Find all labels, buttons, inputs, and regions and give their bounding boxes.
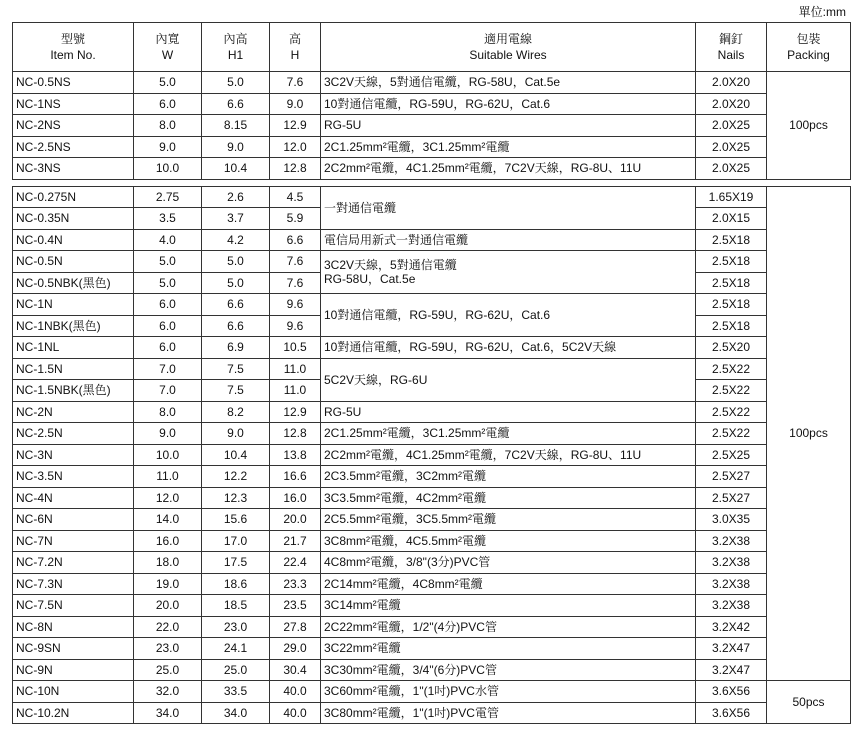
packing-cell: 100pcs (767, 72, 851, 180)
table-row (13, 595, 851, 617)
width-cell: 12.0 (134, 487, 202, 509)
item-no-cell: NC-4N (13, 487, 134, 509)
wires-cell (321, 294, 696, 337)
group1-body (13, 72, 851, 180)
width-cell: 7.0 (134, 380, 202, 402)
col-h1-header: 內高 H1 (202, 23, 270, 72)
table-row (13, 423, 851, 445)
height-cell: 11.0 (270, 358, 321, 380)
table-row (13, 229, 851, 251)
nails-cell: 1.65X19 (696, 186, 767, 208)
height-cell: 9.6 (270, 294, 321, 316)
col-nails-header: 鋼釘 Nails (696, 23, 767, 72)
width-cell: 32.0 (134, 681, 202, 703)
inner-height-cell: 8.15 (202, 115, 270, 137)
height-cell: 9.6 (270, 315, 321, 337)
width-cell: 34.0 (134, 702, 202, 724)
width-cell: 9.0 (134, 136, 202, 158)
nails-cell: 3.2X47 (696, 638, 767, 660)
table-row (13, 158, 851, 180)
height-cell: 10.5 (270, 337, 321, 359)
width-cell: 10.0 (134, 444, 202, 466)
table-row (13, 616, 851, 638)
height-cell: 11.0 (270, 380, 321, 402)
width-cell: 3.5 (134, 208, 202, 230)
width-cell: 16.0 (134, 530, 202, 552)
group-spacer (13, 179, 851, 186)
height-cell: 40.0 (270, 681, 321, 703)
nails-cell: 3.2X38 (696, 573, 767, 595)
width-cell: 6.0 (134, 294, 202, 316)
wires-cell: 4C8mm²電纜，3/8"(3分)PVC管 (321, 552, 696, 574)
item-no-cell: NC-1NBK(黑色) (13, 315, 134, 337)
wires-cell (321, 251, 696, 294)
wires-cell: 10對通信電纜，RG-59U，RG-62U，Cat.6 (321, 93, 696, 115)
nails-cell: 3.2X42 (696, 616, 767, 638)
inner-height-cell: 5.0 (202, 72, 270, 94)
nails-cell: 2.0X25 (696, 115, 767, 137)
inner-height-cell: 18.6 (202, 573, 270, 595)
nails-cell: 2.5X22 (696, 358, 767, 380)
item-no-cell: NC-0.5N (13, 251, 134, 273)
item-no-cell: NC-0.5NBK(黑色) (13, 272, 134, 294)
nails-cell: 2.5X18 (696, 272, 767, 294)
inner-height-cell: 17.5 (202, 552, 270, 574)
height-cell: 23.3 (270, 573, 321, 595)
width-cell: 8.0 (134, 401, 202, 423)
wires-cell: 3C80mm²電纜，1"(1吋)PVC電管 (321, 702, 696, 724)
wires-cell: 2C2mm²電纜，4C1.25mm²電纜，7C2V天線，RG-8U、11U (321, 444, 696, 466)
table-row (13, 573, 851, 595)
table-row (13, 444, 851, 466)
inner-height-cell: 34.0 (202, 702, 270, 724)
table-row (13, 638, 851, 660)
wires-cell: 2C2mm²電纜，4C1.25mm²電纜，7C2V天線，RG-8U、11U (321, 158, 696, 180)
width-cell: 2.75 (134, 186, 202, 208)
nails-cell: 2.5X22 (696, 401, 767, 423)
wires-cell: 2C14mm²電纜，4C8mm²電纜 (321, 573, 696, 595)
nails-cell: 3.0X35 (696, 509, 767, 531)
item-no-cell: NC-7.2N (13, 552, 134, 574)
inner-height-cell: 4.2 (202, 229, 270, 251)
height-cell: 12.9 (270, 401, 321, 423)
nails-cell: 2.5X27 (696, 466, 767, 488)
inner-height-cell: 18.5 (202, 595, 270, 617)
nails-cell: 2.5X20 (696, 337, 767, 359)
group-spacer-cell (13, 179, 851, 186)
inner-height-cell: 8.2 (202, 401, 270, 423)
width-cell: 22.0 (134, 616, 202, 638)
width-cell: 14.0 (134, 509, 202, 531)
height-cell: 12.0 (270, 136, 321, 158)
height-cell: 12.8 (270, 158, 321, 180)
inner-height-cell: 10.4 (202, 444, 270, 466)
inner-height-cell: 7.5 (202, 380, 270, 402)
inner-height-cell: 17.0 (202, 530, 270, 552)
wires-cell: 2C5.5mm²電纜，3C5.5mm²電纜 (321, 509, 696, 531)
nails-cell: 2.5X22 (696, 380, 767, 402)
item-no-cell: NC-0.4N (13, 229, 134, 251)
wires-cell: 3C8mm²電纜，4C5.5mm²電纜 (321, 530, 696, 552)
item-no-cell: NC-0.275N (13, 186, 134, 208)
nails-cell: 2.5X18 (696, 294, 767, 316)
width-cell: 18.0 (134, 552, 202, 574)
item-no-cell: NC-2N (13, 401, 134, 423)
nails-cell: 2.5X18 (696, 315, 767, 337)
nails-cell: 2.0X25 (696, 136, 767, 158)
height-cell: 16.0 (270, 487, 321, 509)
height-cell: 16.6 (270, 466, 321, 488)
col-w-header: 內寬 W (134, 23, 202, 72)
wires-cell (321, 186, 696, 229)
item-no-cell: NC-7.3N (13, 573, 134, 595)
inner-height-cell: 7.5 (202, 358, 270, 380)
item-no-cell: NC-1.5NBK(黑色) (13, 380, 134, 402)
table-row (13, 487, 851, 509)
width-cell: 8.0 (134, 115, 202, 137)
height-cell: 22.4 (270, 552, 321, 574)
height-cell: 13.8 (270, 444, 321, 466)
inner-height-cell: 25.0 (202, 659, 270, 681)
width-cell: 5.0 (134, 251, 202, 273)
table-row (13, 337, 851, 359)
height-cell: 30.4 (270, 659, 321, 681)
height-cell: 40.0 (270, 702, 321, 724)
inner-height-cell: 5.0 (202, 272, 270, 294)
wires-cell: 3C22mm²電纜 (321, 638, 696, 660)
height-cell: 4.5 (270, 186, 321, 208)
wires-text: 3C2V天線，5對通信電纜 (324, 258, 457, 272)
col-wires-header: 適用電線 Suitable Wires (321, 23, 696, 72)
table-row (13, 509, 851, 531)
item-no-cell: NC-7N (13, 530, 134, 552)
spec-table (12, 22, 851, 724)
width-cell: 19.0 (134, 573, 202, 595)
width-cell: 25.0 (134, 659, 202, 681)
table-row (13, 186, 851, 208)
inner-height-cell: 33.5 (202, 681, 270, 703)
width-cell: 5.0 (134, 72, 202, 94)
table-row (13, 294, 851, 316)
inner-height-cell: 6.9 (202, 337, 270, 359)
wires-cell: 2C22mm²電纜，1/2"(4分)PVC管 (321, 616, 696, 638)
table-row (13, 251, 851, 273)
inner-height-cell: 12.2 (202, 466, 270, 488)
wires-text: 10對通信電纜，RG-59U，RG-62U，Cat.6 (324, 308, 551, 322)
table-row (13, 401, 851, 423)
width-cell: 11.0 (134, 466, 202, 488)
item-no-cell: NC-10.2N (13, 702, 134, 724)
nails-cell: 2.5X27 (696, 487, 767, 509)
inner-height-cell: 5.0 (202, 251, 270, 273)
width-cell: 20.0 (134, 595, 202, 617)
wires-cell: 3C14mm²電纜 (321, 595, 696, 617)
unit-label: 單位:mm (798, 5, 846, 19)
table-row (13, 136, 851, 158)
item-no-cell: NC-2.5NS (13, 136, 134, 158)
item-no-cell: NC-1N (13, 294, 134, 316)
wires-cell: 3C2V天線，5對通信電纜，RG-58U，Cat.5e (321, 72, 696, 94)
width-cell: 5.0 (134, 272, 202, 294)
height-cell: 23.5 (270, 595, 321, 617)
col-item-header: 型號 Item No. (13, 23, 134, 72)
table-row (13, 702, 851, 724)
nails-cell: 3.2X38 (696, 552, 767, 574)
wires-cell: 2C1.25mm²電纜，3C1.25mm²電纜 (321, 423, 696, 445)
inner-height-cell: 23.0 (202, 616, 270, 638)
width-cell: 6.0 (134, 315, 202, 337)
item-no-cell: NC-0.5NS (13, 72, 134, 94)
table-header (13, 23, 851, 72)
item-no-cell: NC-6N (13, 509, 134, 531)
table-row (13, 530, 851, 552)
height-cell: 7.6 (270, 72, 321, 94)
nails-cell: 2.5X18 (696, 229, 767, 251)
wires-cell: RG-5U (321, 115, 696, 137)
height-cell: 20.0 (270, 509, 321, 531)
width-cell: 6.0 (134, 93, 202, 115)
item-no-cell: NC-9SN (13, 638, 134, 660)
height-cell: 29.0 (270, 638, 321, 660)
height-cell: 5.9 (270, 208, 321, 230)
height-cell: 7.6 (270, 272, 321, 294)
wires-cell: 電信局用新式一對通信電纜 (321, 229, 696, 251)
width-cell: 6.0 (134, 337, 202, 359)
wires-cell: 2C3.5mm²電纜，3C2mm²電纜 (321, 466, 696, 488)
height-cell: 21.7 (270, 530, 321, 552)
width-cell: 9.0 (134, 423, 202, 445)
item-no-cell: NC-1NL (13, 337, 134, 359)
packing-cell: 50pcs (767, 681, 851, 724)
wires-cell: 2C1.25mm²電纜，3C1.25mm²電纜 (321, 136, 696, 158)
nails-cell: 3.6X56 (696, 681, 767, 703)
inner-height-cell: 6.6 (202, 294, 270, 316)
item-no-cell: NC-1.5N (13, 358, 134, 380)
inner-height-cell: 10.4 (202, 158, 270, 180)
nails-cell: 2.0X20 (696, 72, 767, 94)
height-cell: 12.9 (270, 115, 321, 137)
height-cell: 6.6 (270, 229, 321, 251)
height-cell: 9.0 (270, 93, 321, 115)
item-no-cell: NC-7.5N (13, 595, 134, 617)
table-row (13, 358, 851, 380)
col-packing-header: 包裝 Packing (767, 23, 851, 72)
item-no-cell: NC-1NS (13, 93, 134, 115)
wires-cell: 3C30mm²電纜，3/4"(6分)PVC管 (321, 659, 696, 681)
inner-height-cell: 9.0 (202, 136, 270, 158)
inner-height-cell: 6.6 (202, 93, 270, 115)
wires-cell: RG-5U (321, 401, 696, 423)
height-cell: 27.8 (270, 616, 321, 638)
item-no-cell: NC-10N (13, 681, 134, 703)
inner-height-cell: 15.6 (202, 509, 270, 531)
nails-cell: 3.6X56 (696, 702, 767, 724)
group2-body (13, 179, 851, 724)
wires-cell: 3C3.5mm²電纜，4C2mm²電纜 (321, 487, 696, 509)
wires-cell (321, 358, 696, 401)
item-no-cell: NC-0.35N (13, 208, 134, 230)
nails-cell: 3.2X38 (696, 595, 767, 617)
nails-cell: 3.2X47 (696, 659, 767, 681)
wires-text: 5C2V天線，RG-6U (324, 372, 428, 387)
width-cell: 23.0 (134, 638, 202, 660)
packing-cell: 100pcs (767, 186, 851, 681)
inner-height-cell: 9.0 (202, 423, 270, 445)
table-row (13, 72, 851, 94)
inner-height-cell: 3.7 (202, 208, 270, 230)
width-cell: 4.0 (134, 229, 202, 251)
inner-height-cell: 6.6 (202, 315, 270, 337)
item-no-cell: NC-3.5N (13, 466, 134, 488)
item-no-cell: NC-9N (13, 659, 134, 681)
width-cell: 7.0 (134, 358, 202, 380)
inner-height-cell: 12.3 (202, 487, 270, 509)
table-row (13, 93, 851, 115)
col-h-header: 高 H (270, 23, 321, 72)
wires-cell: 3C60mm²電纜，1"(1吋)PVC水管 (321, 681, 696, 703)
table-row (13, 552, 851, 574)
nails-cell: 2.5X18 (696, 251, 767, 273)
nails-cell: 2.5X25 (696, 444, 767, 466)
item-no-cell: NC-2.5N (13, 423, 134, 445)
item-no-cell: NC-8N (13, 616, 134, 638)
height-cell: 12.8 (270, 423, 321, 445)
table-row (13, 115, 851, 137)
item-no-cell: NC-2NS (13, 115, 134, 137)
nails-cell: 3.2X38 (696, 530, 767, 552)
nails-cell: 2.0X25 (696, 158, 767, 180)
table-row (13, 659, 851, 681)
item-no-cell: NC-3NS (13, 158, 134, 180)
nails-cell: 2.0X15 (696, 208, 767, 230)
nails-cell: 2.0X20 (696, 93, 767, 115)
wires-text: RG-58U，Cat.5e (324, 272, 416, 286)
table-row (13, 681, 851, 703)
height-cell: 7.6 (270, 251, 321, 273)
item-no-cell: NC-3N (13, 444, 134, 466)
wires-text: 一對通信電纜 (324, 200, 397, 215)
inner-height-cell: 2.6 (202, 186, 270, 208)
nails-cell: 2.5X22 (696, 423, 767, 445)
inner-height-cell: 24.1 (202, 638, 270, 660)
table-row (13, 466, 851, 488)
width-cell: 10.0 (134, 158, 202, 180)
wires-cell: 10對通信電纜，RG-59U，RG-62U，Cat.6，5C2V天線 (321, 337, 696, 359)
